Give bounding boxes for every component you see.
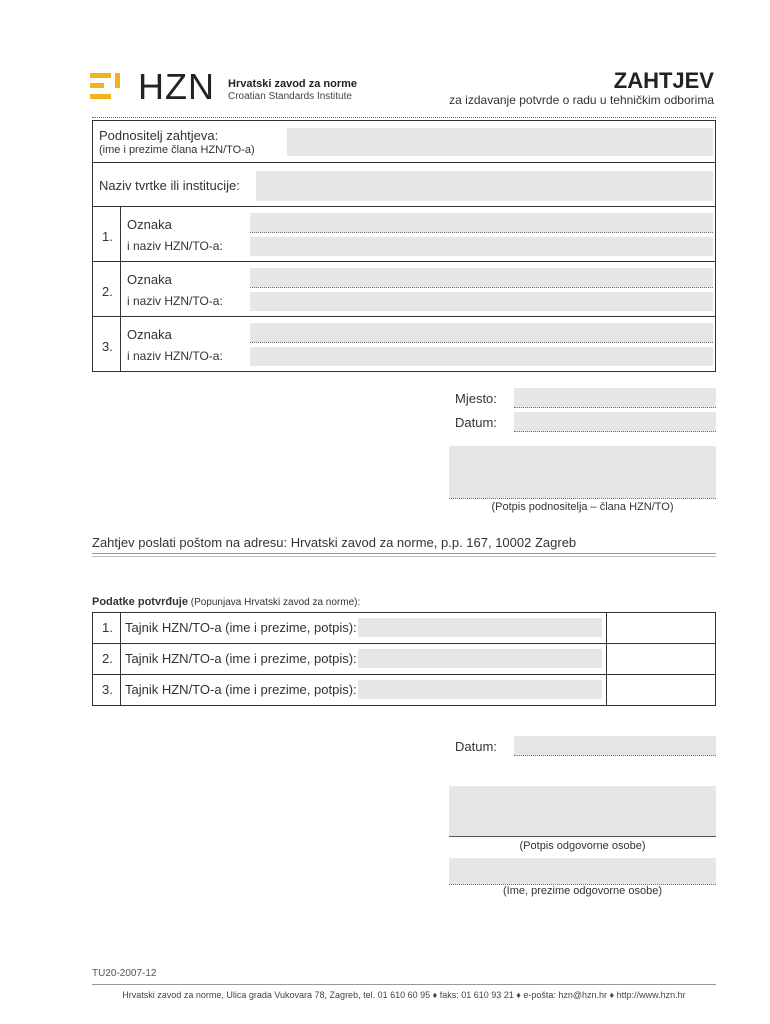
company-label: Naziv tvrtke ili institucije: xyxy=(99,178,240,193)
form-code: TU20-2007-12 xyxy=(92,968,157,979)
applicant-name-field[interactable] xyxy=(287,128,713,156)
committee-column-divider xyxy=(120,206,121,372)
form-title: ZAHTJEV xyxy=(613,68,714,93)
confirmation-row-1-field[interactable] xyxy=(358,618,602,637)
confirmation-row-1-num: 1. xyxy=(102,620,113,635)
date-field[interactable] xyxy=(514,412,716,432)
committee-2-oznaka: Oznaka xyxy=(127,272,172,287)
official-name-field[interactable] xyxy=(449,858,716,885)
committee-1-name-field[interactable] xyxy=(250,237,713,256)
confirmation-heading-bold: Podatke potvrđuje xyxy=(92,596,188,608)
divider xyxy=(92,162,716,163)
committee-2-naziv: i naziv HZN/TO-a: xyxy=(127,294,223,308)
confirmation-row-1-label: Tajnik HZN/TO-a (ime i prezime, potpis): xyxy=(125,620,357,635)
date-label: Datum: xyxy=(455,415,497,430)
confirmation-row-2-num: 2. xyxy=(102,651,113,666)
logo-text: HZN xyxy=(138,66,215,107)
org-name-en: Croatian Standards Institute xyxy=(228,91,352,102)
logo-mark xyxy=(90,73,120,100)
committee-2-name-field[interactable] xyxy=(250,292,713,311)
committee-3-code-field[interactable] xyxy=(250,323,713,343)
committee-1-num: 1. xyxy=(102,229,113,244)
divider xyxy=(92,316,716,317)
confirmation-heading-rest: (Popunjava Hrvatski zavod za norme): xyxy=(187,597,361,608)
confirmation-row-2-field[interactable] xyxy=(358,649,602,668)
divider xyxy=(92,674,716,675)
mail-note-rule-2 xyxy=(92,556,716,557)
place-label: Mjesto: xyxy=(455,391,497,406)
committee-3-oznaka: Oznaka xyxy=(127,327,172,342)
mail-note: Zahtjev poslati poštom na adresu: Hrvatski zavod za norme, p.p. 167, 10002 Zagreb xyxy=(92,535,577,550)
applicant-signature-field[interactable] xyxy=(449,446,716,499)
official-date-field[interactable] xyxy=(514,736,716,756)
applicant-sublabel: (ime i prezime člana HZN/TO-a) xyxy=(99,144,255,156)
place-field[interactable] xyxy=(514,388,716,408)
official-signature-field[interactable] xyxy=(449,786,716,837)
committee-1-naziv: i naziv HZN/TO-a: xyxy=(127,239,223,253)
official-date-label: Datum: xyxy=(455,739,497,754)
header-rule xyxy=(92,117,716,118)
confirmation-col-divider xyxy=(120,612,121,706)
committee-3-naziv: i naziv HZN/TO-a: xyxy=(127,349,223,363)
committee-3-name-field[interactable] xyxy=(250,347,713,366)
committee-2-num: 2. xyxy=(102,284,113,299)
committee-2-code-field[interactable] xyxy=(250,268,713,288)
mail-note-rule xyxy=(92,553,716,554)
org-name-hr: Hrvatski zavod za norme xyxy=(228,78,357,90)
form-subtitle: za izdavanje potvrde o radu u tehničkim odborima xyxy=(449,93,714,107)
confirmation-col-divider-right xyxy=(606,612,607,706)
confirmation-row-3-label: Tajnik HZN/TO-a (ime i prezime, potpis): xyxy=(125,682,357,697)
committee-1-code-field[interactable] xyxy=(250,213,713,233)
divider xyxy=(92,643,716,644)
confirmation-row-3-num: 3. xyxy=(102,682,113,697)
committee-1-oznaka: Oznaka xyxy=(127,217,172,232)
footer-address: Hrvatski zavod za norme, Ulica grada Vukovara 78, Zagreb, tel. 01 610 60 95 ♦ faks: 01 610 93 21 ♦ e-pošta: hzn@hzn.hr ♦ http://www.hzn.hr xyxy=(122,990,686,1000)
applicant-label: Podnositelj zahtjeva: xyxy=(99,128,219,143)
official-name-caption: (Ime, prezime odgovorne osobe) xyxy=(503,885,662,897)
applicant-signature-caption: (Potpis podnositelja – člana HZN/TO) xyxy=(491,501,674,513)
divider xyxy=(92,261,716,262)
confirmation-row-3-field[interactable] xyxy=(358,680,602,699)
confirmation-heading xyxy=(92,596,360,608)
official-signature-caption: (Potpis odgovorne osobe) xyxy=(519,840,646,852)
footer-rule xyxy=(92,984,716,985)
divider xyxy=(92,206,716,207)
confirmation-row-2-label: Tajnik HZN/TO-a (ime i prezime, potpis): xyxy=(125,651,357,666)
committee-3-num: 3. xyxy=(102,339,113,354)
company-field[interactable] xyxy=(256,171,713,201)
